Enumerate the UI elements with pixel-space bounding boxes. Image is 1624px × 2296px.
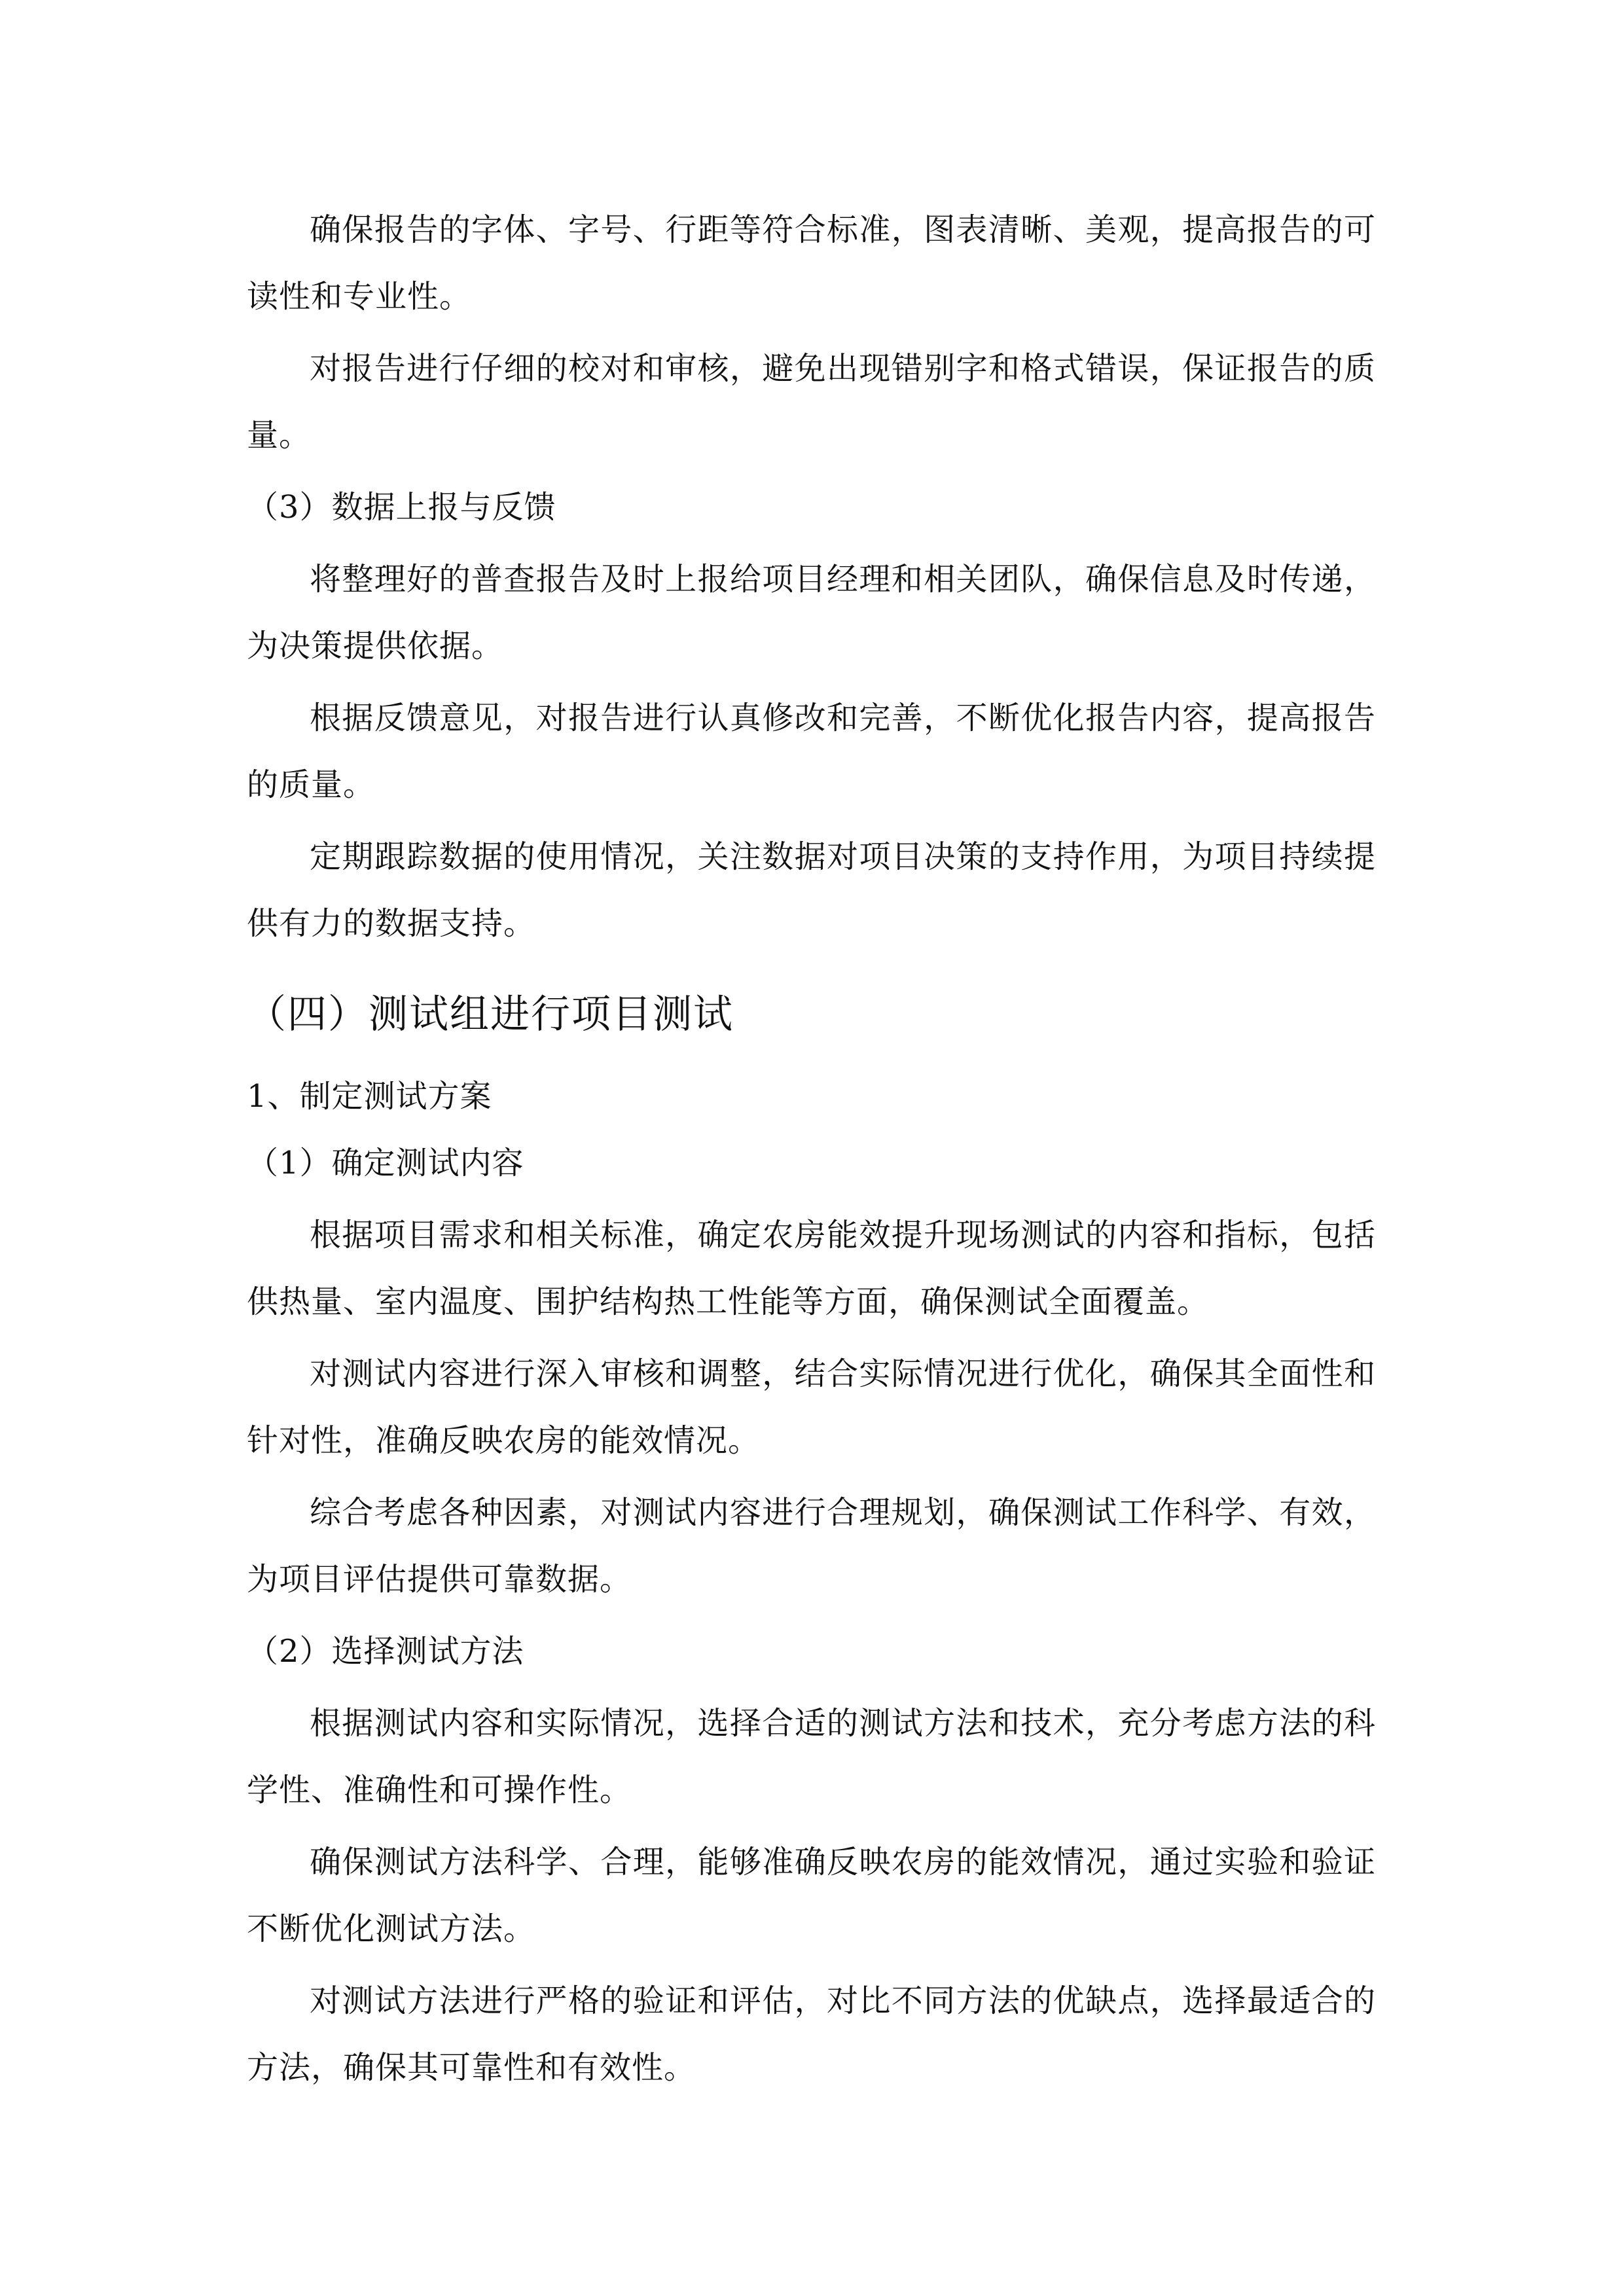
- document-body: [247, 196, 1376, 2106]
- heading-test-plan: 1、制定测试方案: [247, 1078, 492, 1115]
- paragraph-test-method-select: 根据测试内容和实际情况，选择合适的测试方法和技术，充分考虑方法的科学性、准确性和可操作性。: [247, 1705, 1376, 1808]
- subheading-test-content: （1）确定测试内容: [247, 1145, 524, 1181]
- paragraph-data-tracking: 定期跟踪数据的使用情况，关注数据对项目决策的支持作用，为项目持续提供有力的数据支持。: [247, 838, 1376, 942]
- paragraph-report-proofread: 对报告进行仔细的校对和审核，避免出现错别字和格式错误，保证报告的质量。: [247, 350, 1376, 454]
- paragraph-test-method-ensure: 确保测试方法科学、合理，能够准确反映农房的能效情况，通过实验和验证不断优化测试方法。: [247, 1844, 1376, 1947]
- subheading-test-method: （2）选择测试方法: [247, 1633, 524, 1670]
- paragraph-report-format: 确保报告的字体、字号、行距等符合标准，图表清晰、美观，提高报告的可读性和专业性。: [247, 211, 1376, 315]
- paragraph-report-revise: 根据反馈意见，对报告进行认真修改和完善，不断优化报告内容，提高报告的质量。: [247, 700, 1376, 803]
- subheading-data-report-feedback: （3）数据上报与反馈: [247, 489, 556, 526]
- paragraph-test-content-review: 对测试内容进行深入审核和调整，结合实际情况进行优化，确保其全面性和针对性，准确反映农房的能效情况。: [247, 1355, 1376, 1459]
- paragraph-test-method-verify: 对测试方法进行严格的验证和评估，对比不同方法的优缺点，选择最适合的方法，确保其可靠性和有效性。: [247, 1982, 1376, 2086]
- paragraph-report-submit: 将整理好的普查报告及时上报给项目经理和相关团队，确保信息及时传递，为决策提供依据。: [247, 561, 1376, 664]
- paragraph-test-content-plan: 综合考虑各种因素，对测试内容进行合理规划，确保测试工作科学、有效，为项目评估提供可靠数据。: [247, 1494, 1376, 1598]
- section-heading-testing: （四）测试组进行项目测试: [247, 992, 734, 1037]
- paragraph-test-content-define: 根据项目需求和相关标准，确定农房能效提升现场测试的内容和指标，包括供热量、室内温度、围护结构热工性能等方面，确保测试全面覆盖。: [247, 1217, 1376, 1320]
